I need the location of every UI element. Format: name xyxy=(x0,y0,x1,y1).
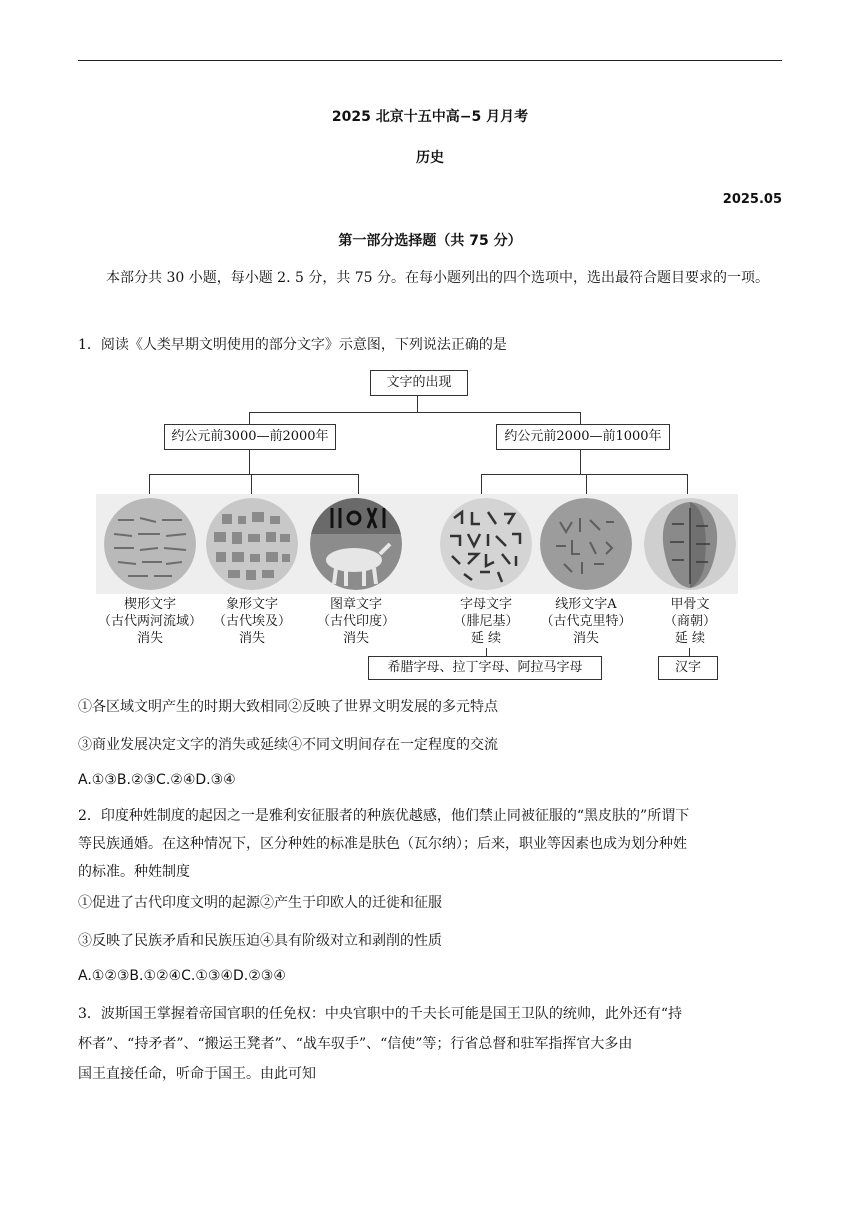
script-name: 楔形文字 xyxy=(123,597,176,612)
alphabet-descendants-box: 希腊字母、拉丁字母、阿拉马字母 xyxy=(368,656,602,680)
question-2-item: ③反映了民族矛盾和民族压迫④具有阶级对立和剥削的性质 xyxy=(78,933,442,949)
script-caption xyxy=(531,596,641,647)
phoenician-image xyxy=(440,498,532,590)
connector-line xyxy=(249,412,250,424)
script-caption xyxy=(197,596,307,647)
connector-line xyxy=(586,474,587,494)
question-3-stem-line: 国王直接任命，听命于国王。由此可知 xyxy=(78,1066,316,1082)
connector-line xyxy=(249,450,250,474)
script-caption xyxy=(431,596,541,647)
connector-line xyxy=(486,648,487,656)
script-name: 线形文字A xyxy=(555,597,617,612)
exam-date: 2025.05 xyxy=(722,192,782,207)
script-caption xyxy=(635,596,745,647)
oracle-bone-image xyxy=(644,498,736,590)
linear-a-image xyxy=(540,498,632,590)
connector-line xyxy=(481,474,687,475)
connector-line xyxy=(580,450,581,474)
question-1-stem: 1．阅读《人类早期文明使用的部分文字》示意图，下列说法正确的是 xyxy=(78,337,507,353)
script-region: （古代两河流域） xyxy=(97,614,202,629)
question-2-stem-line: 等民族通婚。在这种情况下，区分种姓的标准是肤色（瓦尔纳）；后来，职业等因素也成为划分种姓 xyxy=(78,836,687,852)
script-status: 消失 xyxy=(572,631,599,646)
diagram-root-box: 文字的出现 xyxy=(370,370,468,396)
script-region: （腓尼基） xyxy=(453,614,519,629)
question-2-stem-line: 的标准。种姓制度 xyxy=(78,864,190,880)
connector-line xyxy=(149,474,150,494)
writing-diagram xyxy=(96,366,738,684)
question-1-options: A.①③B.②③C.②④D.③④ xyxy=(78,772,236,788)
header-rule xyxy=(78,60,782,61)
script-status: 延 续 xyxy=(674,631,706,646)
question-2-item: ①促进了古代印度文明的起源②产生于印欧人的迁徙和征服 xyxy=(78,895,442,911)
script-region: （古代克里特） xyxy=(540,614,632,629)
script-name: 甲骨文 xyxy=(670,597,710,612)
connector-line xyxy=(687,474,688,494)
question-2-options: A.①②③B.①②④C.①③④D.②③④ xyxy=(78,968,286,984)
period-box-early: 约公元前3000—前2000年 xyxy=(164,424,336,450)
connector-line xyxy=(417,396,418,412)
question-1-item: ①各区域文明产生的时期大致相同②反映了世界文明发展的多元特点 xyxy=(78,699,498,715)
section-title: 第一部分选择题（共 75 分） xyxy=(338,233,522,249)
script-status: 消失 xyxy=(238,631,265,646)
section-intro: 本部分共 30 小题，每小题 2. 5 分，共 75 分。在每小题列出的四个选项中，选出最符合题目要求的一项。 xyxy=(106,270,770,286)
script-status: 消失 xyxy=(136,631,163,646)
script-region: （商朝） xyxy=(663,614,716,629)
question-3-stem-line: 3．波斯国王掌握着帝国官职的任免权：中央官职中的千夫长可能是国王卫队的统帅，此外还有“持 xyxy=(78,1006,683,1022)
connector-line xyxy=(249,412,580,413)
connector-line xyxy=(251,474,252,494)
script-name: 图章文字 xyxy=(329,597,382,612)
exam-title: 2025 北京十五中高−5 月月考 xyxy=(331,109,529,125)
script-region: （古代埃及） xyxy=(212,614,291,629)
connector-line xyxy=(481,474,482,494)
script-status: 消失 xyxy=(342,631,369,646)
seal-script-image xyxy=(310,498,402,590)
subject-title: 历史 xyxy=(416,150,444,166)
script-name: 字母文字 xyxy=(459,597,512,612)
script-status: 延 续 xyxy=(470,631,502,646)
question-2-stem-line: 2．印度种姓制度的起因之一是雅利安征服者的种族优越感，他们禁止同被征服的“黑皮肤的”所谓下 xyxy=(78,808,690,824)
script-caption xyxy=(301,596,411,647)
cuneiform-image xyxy=(104,498,196,590)
question-1-item: ③商业发展决定文字的消失或延续④不同文明间存在一定程度的交流 xyxy=(78,737,498,753)
connector-line xyxy=(149,474,358,475)
script-caption xyxy=(95,596,205,647)
connector-line xyxy=(689,648,690,656)
chinese-characters-box: 汉字 xyxy=(658,656,718,680)
hieroglyph-image xyxy=(206,498,298,590)
script-name: 象形文字 xyxy=(225,597,278,612)
script-region: （古代印度） xyxy=(316,614,395,629)
question-3-stem-line: 杯者”、“持矛者”、“搬运王凳者”、“战车驭手”、“信使”等；行省总督和驻军指挥官大多由 xyxy=(78,1036,633,1052)
connector-line xyxy=(580,412,581,424)
period-box-late: 约公元前2000—前1000年 xyxy=(496,424,670,450)
connector-line xyxy=(358,474,359,494)
